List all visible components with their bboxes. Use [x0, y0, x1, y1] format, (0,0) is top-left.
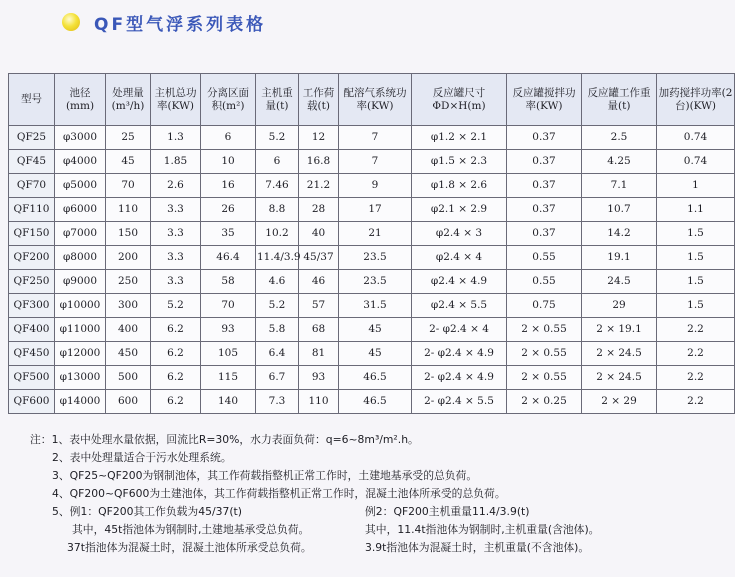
table-cell: 70: [106, 174, 151, 198]
table-cell: 23.5: [339, 246, 412, 270]
table-row: [9, 174, 735, 198]
table-cell: φ6000: [55, 198, 106, 222]
note-7-right: 3.9t指池体为混凝土时，主机重量(不含池体)。: [365, 541, 590, 554]
table-cell: 28: [299, 198, 339, 222]
table-cell: φ12000: [55, 342, 106, 366]
table-cell: 21.2: [299, 174, 339, 198]
column-header: 主机重量(t): [256, 74, 299, 126]
table-cell: φ2.1 × 2.9: [412, 198, 507, 222]
table-cell: 23.5: [339, 270, 412, 294]
table-cell: 1.5: [657, 294, 735, 318]
note-1: 注：1、表中处理水量依据，回流比R=30%，水力表面负荷：q=6~8m³/m².h。: [30, 433, 419, 446]
table-cell: 2 × 0.55: [507, 342, 582, 366]
table-row: [9, 366, 735, 390]
table-cell: 10: [201, 150, 256, 174]
model-cell: QF500: [9, 366, 55, 390]
note-6: [30, 521, 690, 539]
table-cell: φ1.5 × 2.3: [412, 150, 507, 174]
table-row: [9, 198, 735, 222]
bullet-bulb-icon: [62, 13, 80, 31]
table-cell: 5.2: [256, 294, 299, 318]
table-cell: 40: [299, 222, 339, 246]
table-cell: φ2.4 × 5.5: [412, 294, 507, 318]
table-cell: φ14000: [55, 390, 106, 414]
table-row: [9, 126, 735, 150]
table-cell: 4.25: [582, 150, 657, 174]
table-cell: 46.5: [339, 390, 412, 414]
table-cell: 10.2: [256, 222, 299, 246]
note-2: 2、表中处理量适合于污水处理系统。: [52, 451, 232, 464]
title-area: [62, 4, 266, 40]
table-cell: 3.3: [151, 198, 201, 222]
table-cell: 7.46: [256, 174, 299, 198]
table-cell: 200: [106, 246, 151, 270]
table-cell: 3.3: [151, 222, 201, 246]
table-cell: 19.1: [582, 246, 657, 270]
table-header-row: [9, 74, 735, 126]
table-cell: 46: [299, 270, 339, 294]
column-header: 处理量(m³/h): [106, 74, 151, 126]
table-row: [9, 150, 735, 174]
table-cell: 1.5: [657, 270, 735, 294]
table-cell: 6.2: [151, 366, 201, 390]
table-cell: 1.85: [151, 150, 201, 174]
column-header: 反应罐工作重量(t): [582, 74, 657, 126]
table-cell: 500: [106, 366, 151, 390]
table-cell: φ2.4 × 3: [412, 222, 507, 246]
note-5-example-2: 例2：QF200主机重量11.4/3.9(t): [365, 505, 530, 518]
table-cell: φ2.4 × 4: [412, 246, 507, 270]
table-cell: φ8000: [55, 246, 106, 270]
note-5: [30, 503, 690, 521]
table-cell: 0.74: [657, 150, 735, 174]
model-cell: QF400: [9, 318, 55, 342]
table-cell: 1.3: [151, 126, 201, 150]
table-cell: 81: [299, 342, 339, 366]
table-cell: 7: [339, 150, 412, 174]
table-cell: 110: [299, 390, 339, 414]
model-cell: QF600: [9, 390, 55, 414]
table-row: [9, 318, 735, 342]
model-cell: QF25: [9, 126, 55, 150]
table-cell: 140: [201, 390, 256, 414]
table-cell: 2- φ2.4 × 4.9: [412, 342, 507, 366]
table-cell: 0.37: [507, 174, 582, 198]
table-cell: 6.7: [256, 366, 299, 390]
table-cell: 25: [106, 126, 151, 150]
table-cell: 400: [106, 318, 151, 342]
table-cell: φ9000: [55, 270, 106, 294]
table-cell: 46.5: [339, 366, 412, 390]
table-cell: 1.1: [657, 198, 735, 222]
column-header: 分离区面积(m²): [201, 74, 256, 126]
table-cell: 17: [339, 198, 412, 222]
table-cell: 0.37: [507, 198, 582, 222]
table-cell: 2.2: [657, 342, 735, 366]
table-cell: 4.6: [256, 270, 299, 294]
table-cell: 58: [201, 270, 256, 294]
table-row: [9, 390, 735, 414]
table-row: [9, 222, 735, 246]
table-cell: 45: [106, 150, 151, 174]
table-cell: 300: [106, 294, 151, 318]
column-header: 反应罐搅拌功率(KW): [507, 74, 582, 126]
table-cell: φ10000: [55, 294, 106, 318]
table-cell: 7.1: [582, 174, 657, 198]
table-cell: 2 × 24.5: [582, 366, 657, 390]
notes: [30, 431, 690, 557]
table-cell: 6.2: [151, 318, 201, 342]
table-cell: 6: [256, 150, 299, 174]
table-cell: 16.8: [299, 150, 339, 174]
model-cell: QF45: [9, 150, 55, 174]
table-cell: 12: [299, 126, 339, 150]
table-cell: 0.74: [657, 126, 735, 150]
table-cell: 0.55: [507, 270, 582, 294]
table-cell: 46.4: [201, 246, 256, 270]
table-cell: 450: [106, 342, 151, 366]
note-5-example-1: 5、例1：QF200其工作负载为45/37(t): [52, 505, 242, 518]
table-cell: 2 × 24.5: [582, 342, 657, 366]
table-cell: 2 × 0.25: [507, 390, 582, 414]
table-cell: 26: [201, 198, 256, 222]
table-cell: 2 × 29: [582, 390, 657, 414]
table-cell: φ3000: [55, 126, 106, 150]
column-header: 反应罐尺寸ΦD×H(m): [412, 74, 507, 126]
table-cell: 3.3: [151, 270, 201, 294]
model-cell: QF150: [9, 222, 55, 246]
model-cell: QF450: [9, 342, 55, 366]
note-3: 3、QF25~QF200为钢制池体，其工作荷载指整机正常工作时，土建地基承受的总负荷。: [52, 469, 478, 482]
column-header: 工作荷载(t): [299, 74, 339, 126]
page-title: QF型气浮系列表格: [94, 14, 267, 35]
table-row: [9, 342, 735, 366]
table-cell: 24.5: [582, 270, 657, 294]
note-7-left: 37t指池体为混凝土时，混凝土池体所承受总负荷。: [67, 541, 312, 554]
column-header: 主机总功率(KW): [151, 74, 201, 126]
table-cell: 1.5: [657, 246, 735, 270]
table-cell: 0.55: [507, 246, 582, 270]
table-cell: 2.2: [657, 318, 735, 342]
table-cell: 5.8: [256, 318, 299, 342]
table-cell: 5.2: [151, 294, 201, 318]
table-cell: 0.37: [507, 126, 582, 150]
model-cell: QF110: [9, 198, 55, 222]
table-cell: 250: [106, 270, 151, 294]
model-cell: QF250: [9, 270, 55, 294]
table-cell: 2 × 19.1: [582, 318, 657, 342]
note-7: [30, 539, 690, 557]
table-cell: 10.7: [582, 198, 657, 222]
table-cell: 2.2: [657, 390, 735, 414]
table-cell: 2.6: [151, 174, 201, 198]
table-cell: 2- φ2.4 × 5.5: [412, 390, 507, 414]
table-cell: 35: [201, 222, 256, 246]
table-cell: φ7000: [55, 222, 106, 246]
table-cell: 6.2: [151, 390, 201, 414]
table-cell: 1: [657, 174, 735, 198]
column-header: 加药搅拌功率(2台)(KW): [657, 74, 735, 126]
table-cell: 16: [201, 174, 256, 198]
table-cell: 3.3: [151, 246, 201, 270]
table-cell: 7: [339, 126, 412, 150]
table-cell: 6: [201, 126, 256, 150]
spec-table: [8, 73, 735, 414]
column-header: 池径(mm): [55, 74, 106, 126]
table-cell: 70: [201, 294, 256, 318]
table-cell: 7.3: [256, 390, 299, 414]
table-cell: φ4000: [55, 150, 106, 174]
table-cell: φ13000: [55, 366, 106, 390]
table-cell: 600: [106, 390, 151, 414]
table-cell: φ1.8 × 2.6: [412, 174, 507, 198]
table-cell: φ2.4 × 4.9: [412, 270, 507, 294]
column-header: 配溶气系统功率(KW): [339, 74, 412, 126]
model-cell: QF300: [9, 294, 55, 318]
table-cell: 68: [299, 318, 339, 342]
table-cell: 0.75: [507, 294, 582, 318]
table-cell: 57: [299, 294, 339, 318]
table-cell: 2- φ2.4 × 4: [412, 318, 507, 342]
table-cell: 93: [201, 318, 256, 342]
table-cell: 8.8: [256, 198, 299, 222]
table-cell: 2.2: [657, 366, 735, 390]
table-cell: 29: [582, 294, 657, 318]
table-cell: 6.2: [151, 342, 201, 366]
column-header: 型号: [9, 74, 55, 126]
note-4: 4、QF200~QF600为土建池体，其工作荷载指整机正常工作时，混凝土池体所承受的总负荷。: [52, 487, 506, 500]
table-cell: 110: [106, 198, 151, 222]
table-cell: 2.5: [582, 126, 657, 150]
table-body: [9, 126, 735, 414]
table-cell: 45: [339, 342, 412, 366]
note-6-right: 其中，11.4t指池体为钢制时,主机重量(含池体)。: [365, 523, 600, 536]
table-cell: 105: [201, 342, 256, 366]
table-cell: 0.37: [507, 222, 582, 246]
table-cell: 1.5: [657, 222, 735, 246]
table-cell: 45: [339, 318, 412, 342]
table-cell: φ1.2 × 2.1: [412, 126, 507, 150]
table-cell: 2- φ2.4 × 4.9: [412, 366, 507, 390]
table-row: [9, 294, 735, 318]
table-cell: φ5000: [55, 174, 106, 198]
table-cell: 115: [201, 366, 256, 390]
table-cell: φ11000: [55, 318, 106, 342]
table-cell: 21: [339, 222, 412, 246]
model-cell: QF200: [9, 246, 55, 270]
table-cell: 45/37: [299, 246, 339, 270]
table-cell: 9: [339, 174, 412, 198]
table-cell: 11.4/3.9: [256, 246, 299, 270]
table-cell: 93: [299, 366, 339, 390]
table-row: [9, 246, 735, 270]
table-cell: 5.2: [256, 126, 299, 150]
table-cell: 6.4: [256, 342, 299, 366]
table-cell: 31.5: [339, 294, 412, 318]
table-cell: 14.2: [582, 222, 657, 246]
table-cell: 150: [106, 222, 151, 246]
model-cell: QF70: [9, 174, 55, 198]
table-cell: 2 × 0.55: [507, 366, 582, 390]
table-cell: 2 × 0.55: [507, 318, 582, 342]
table-row: [9, 270, 735, 294]
note-6-left: 其中，45t指池体为钢制时,土建地基承受总负荷。: [72, 523, 310, 536]
table-cell: 0.37: [507, 150, 582, 174]
